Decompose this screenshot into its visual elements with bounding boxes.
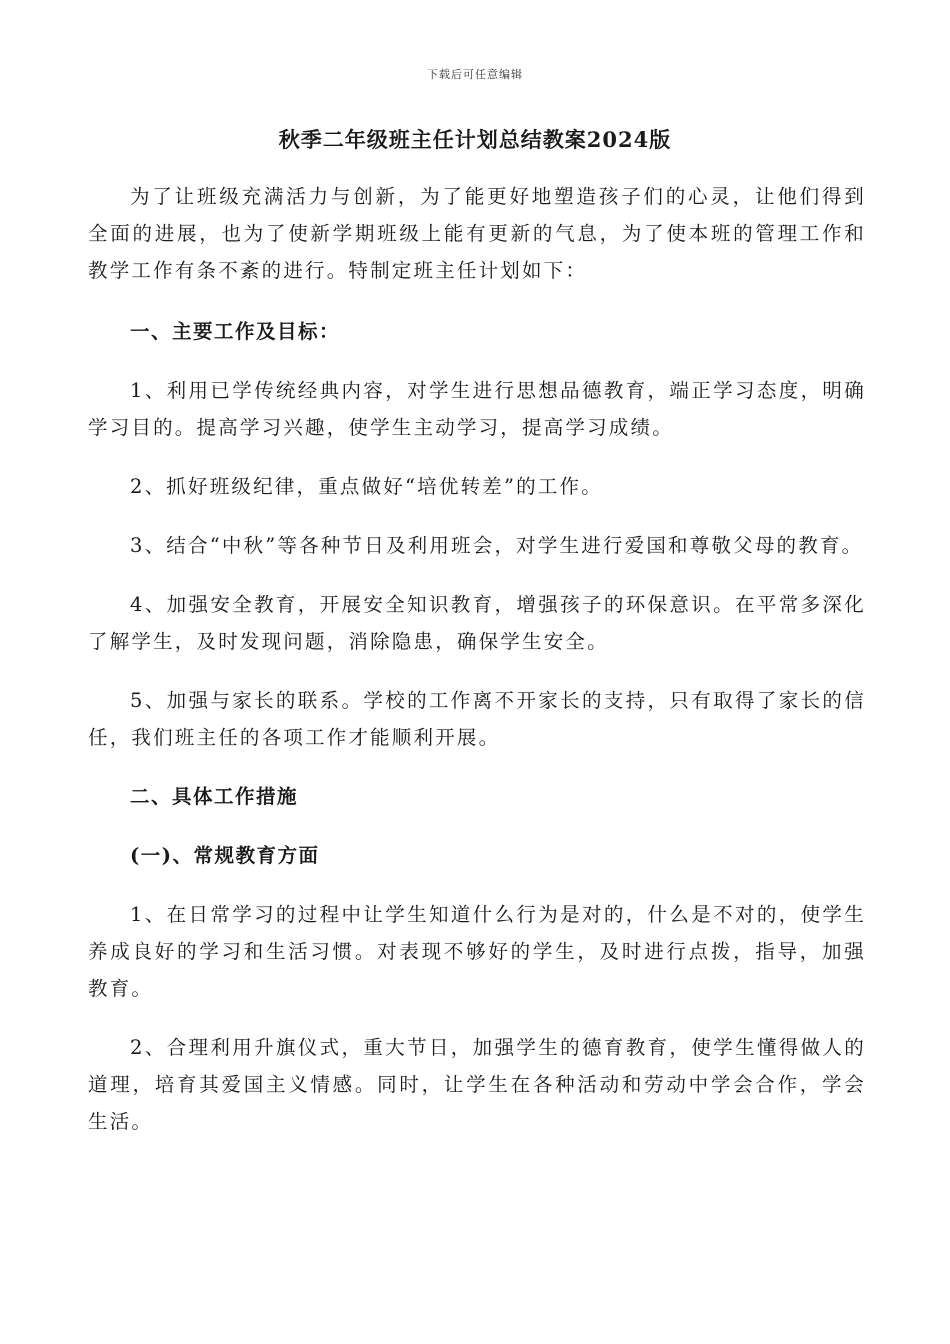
document-title: 秋季二年级班主任计划总结教案2024版 [278,127,672,152]
intro-paragraph: 为了让班级充满活力与创新，为了能更好地塑造孩子们的心灵，让他们得到全面的进展，也为了使新学期班级上能有更新的气息，为了使本班的管理工作和教学工作有条不紊的进行。特制定班主任计划如下： [88,185,866,282]
document-body [88,178,866,1162]
section-1-item-4: 4、加强安全教育，开展安全知识教育，增强孩子的环保意识。在平常多深化了解学生，及时发现问题，消除隐患，确保学生安全。 [88,593,866,653]
section-2-item-1: 1、在日常学习的过程中让学生知道什么行为是对的，什么是不对的，使学生养成良好的学习和生活习惯。对表现不够好的学生，及时进行点拨，指导，加强教育。 [88,903,866,1000]
section-1-item-2: 2、抓好班级纪律，重点做好“培优转差”的工作。 [130,475,603,498]
section-2-subheading: (一)、常规教育方面 [130,844,320,867]
section-1-item-3: 3、结合“中秋”等各种节日及利用班会，对学生进行爱国和尊敬父母的教育。 [130,534,864,557]
section-1-item-5: 5、加强与家长的联系。学校的工作离不开家长的支持，只有取得了家长的信任，我们班主任的各项工作才能顺利开展。 [88,689,866,749]
header-note: 下载后可任意编辑 [427,68,523,81]
section-1-item-1: 1、利用已学传统经典内容，对学生进行思想品德教育，端正学习态度，明确学习目的。提高学习兴趣，使学生主动学习，提高学习成绩。 [88,379,866,439]
section-2-heading: 二、具体工作措施 [130,785,299,808]
section-1-heading: 一、主要工作及目标： [130,320,341,343]
section-2-item-2: 2、合理利用升旗仪式，重大节日，加强学生的德育教育，使学生懂得做人的道理，培育其爱国主义情感。同时，让学生在各种活动和劳动中学会合作，学会生活。 [88,1036,866,1133]
